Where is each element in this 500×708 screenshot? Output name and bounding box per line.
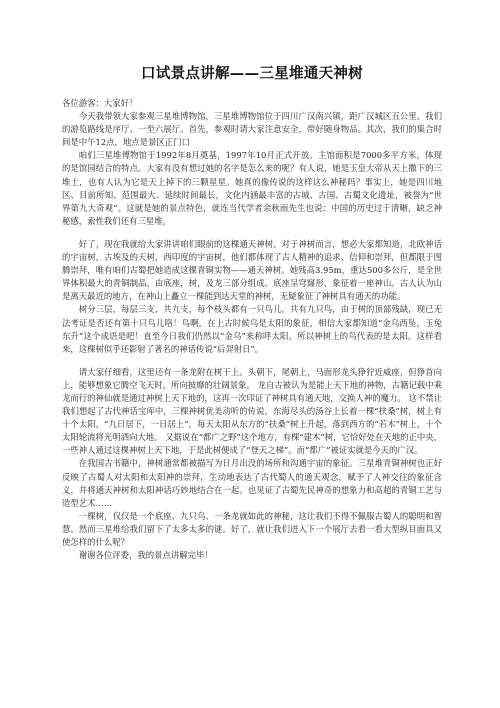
paragraph-museum-history: 咱们三星堆博物馆于1992年8月奠基，1997年10月正式开放。主馆面积是7000多平方米，体现的是馆园结合的特点。大家有没有想过她的名字是怎么来的呢？有人说，她是玉皇大帝从天上撒下的三堆土，也有人认为它是天上掉下的三颗星星。她真的像传说的这样这么神秘吗？事实上，她是四川地区、目前所知、范围最大、延续时间最长，文化内涵最丰富的古城、古国、古蜀文化遗址，被誉为“世界第九大奇观”。这就是她的景点特色，就连当代学者余秋雨先生也说：中国的历史过于清晰，缺乏神秘感，索性我们还有三星堆。: [62, 150, 442, 226]
greeting: 各位游客：大家好！: [62, 98, 138, 108]
paragraph-ancient-books: 在我国古书籍中，神树通常都被描写为日月出没的场所和沟通宇宙的象征。三星堆青铜神树也正好反映了古蜀人对太阳和太阳神的崇拜，生动地表达了古代蜀人的通天观念，赋予了人神交往的象征含义，并将通天神树和太阳神话巧妙地结合在一起。也见证了古蜀先民神奇的想象力和高超的青铜工艺与造型艺术……: [62, 458, 442, 508]
paragraph-thanks: 谢谢各位评委，我的景点讲解完毕！: [78, 550, 213, 561]
paragraph-conclusion: 一棵树，仅仅是一个底座、九只鸟、一条龙就如此的神秘，这让我们不得不佩服古蜀人的聪明和智慧。然而三星堆给我们留下了太多太多的谜。好了，就让我们进入下一个展厅去看一看大型纵目面具又使怎样的什么呢？: [62, 510, 442, 547]
paragraph-dragon: 请大家仔细看，这里还有一条龙附在树干上。头朝下，尾朝上，马面形龙头狰狞近威座，但狰首向上，能够想象它腾空飞天时，所向披靡的壮阔景象。 龙自古被认为是能上天下地的神物，古籍记载中乘龙而行的神仙就是通过神树上天下地的，这再一次印证了神树具有通天地，交换人神的魔力。 这不禁让我们想起了古代神话宝库中，三棵神树优美动听的传说，东海尽头的汤谷上长着一棵“扶桑”树，树上有十个太阳，“九日居下，一日居上”，每天太阳从东方的“扶桑”树上升起，落到西方的“若木”树上，十个太阳轮流将光明洒向大地。 又据说在“都广之野”这个地方，有棵“建木”树，它恰好处在天地的正中央，一些神人通过这棵神树上天下地，于是此树便成了“登天之梯”。而“都广”被证实就是今天的广汉。: [62, 366, 442, 456]
paragraph-sacred-tree: 好了，现在我就给大家讲讲咱们眼前的这棵通天神树。对于神树而言，想必大家都知道，北欧神话的宇宙树，古埃及的天树，西印度的宇宙树，他们都体现了古人精神的追求、信仰和崇拜，但都限于图腾崇拜，唯有咱们古蜀把她造成这棵青铜实物——通天神树。她残高3.95m，重达500多公斤，是全世界体积最大的青铜制品。由底座，树，及龙三部分组成。底座呈穹窿形，象征着一座神山。古人认为山是离天最近的地方，在神山上矗立一棵能到达天堂的神树，无疑象征了神树具有通天的功能。: [62, 238, 442, 302]
document-body: [62, 97, 442, 562]
paragraph-intro: 今天我带领大家参观三星堆博物馆，三星堆博物馆位于四川广汉南兴镇，距广汉城区五公里。我们的游览路线是序厅、一至六展厅。首先，参观时请大家注意安全，带好随身物品。其次，我们的集合时间是中午12点，地点是景区正门口: [62, 111, 442, 148]
document-title: 口试景点讲解——三星堆通天神树: [141, 66, 363, 82]
paragraph-birds: 树分三层，每层三支，共九支，每个枝头都有一只鸟儿，共有九只鸟，由于树的顶部残缺，现已无法考证是否还有第十只鸟儿咯！鸟啊，在上古时候鸟是太阳的象征，相信大家都知道“金乌西坠，玉兔东升”这个成语是吧！直至今日我们仍然以“金乌”来称呼太阳。所以神树上的鸟代表的是太阳。这样看来，这棵树似乎还影射了著名的神话传说“后羿射日”。: [62, 304, 442, 354]
